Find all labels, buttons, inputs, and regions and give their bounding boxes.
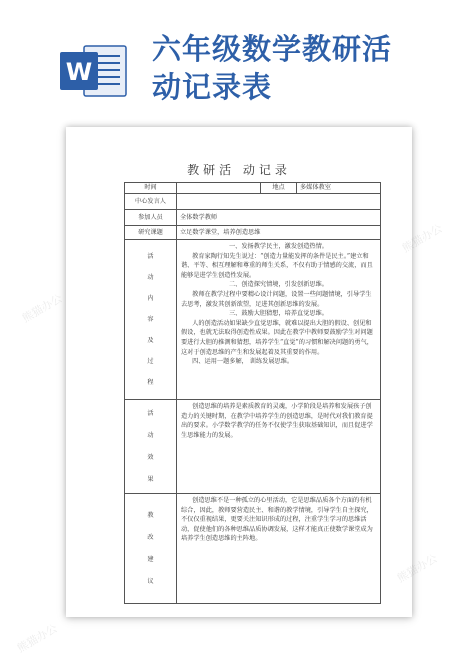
process-label: 活 动 内 容 及 过 程	[125, 240, 177, 400]
effect-label: 活 动 效 果	[125, 400, 177, 494]
place-value: 多媒体教室	[297, 183, 381, 194]
speaker-label: 中心发言人	[125, 194, 177, 210]
participants-value: 全体数学教师	[177, 210, 381, 226]
record-title: 教研活 动记录	[187, 163, 291, 177]
process-paragraph-2: 教师在教学过程中要精心设计问题，设置一些问题情境，引导学生去思考，激发其创新欲望，足进其创新思维的发展。	[181, 290, 372, 308]
time-value	[177, 183, 261, 194]
document-title: 六年级数学教研活 动记录表	[152, 32, 393, 104]
speaker-value	[177, 194, 381, 210]
suggestion-text: 创造思维不是一种孤立的心里活动，它是思维品质各个方面的有机综合，因此，教师要营造民主、和谐的教学情境，引导学生自主探究，不仅仅重视结果，更要关注知识形成的过程，注重学生学习的思维活动，促使他们的各种思维品质协调发展，这样才能真正使数学课堂成为培养学生创造思维的主阵地。	[181, 497, 373, 543]
time-label: 时间	[125, 183, 177, 194]
word-logo-letter: W	[65, 58, 93, 86]
process-heading-2: 二、创造探究情境，引发创新思维。	[229, 281, 328, 289]
process-paragraph-1: 教育家陶行知先生说过：“创造力量能发挥的条件是民主。”建立和谐、平等、相互理解和尊重的师生关系，不仅有助于情感的交流，而且能够是进学生创造性发展。	[181, 252, 373, 279]
watermark: 熊猫办公	[14, 621, 60, 656]
record-table	[124, 182, 381, 604]
process-heading-3: 三、鼓励大胆猜想，培养直觉思维。	[229, 310, 328, 318]
suggestion-label: 教 改 建 议	[125, 494, 177, 604]
place-label: 地点	[261, 183, 297, 194]
watermark: 熊猫办公	[399, 221, 445, 256]
effect-content	[177, 400, 381, 494]
topic-label: 研究课题	[125, 226, 177, 240]
watermark: 熊猫办公	[394, 551, 440, 586]
suggestion-content	[177, 494, 381, 604]
process-heading-4: 四、运用一题多解， 训练发展思维。	[192, 358, 294, 366]
process-content	[177, 240, 381, 400]
participants-label: 参加人员	[125, 210, 177, 226]
word-icon	[58, 42, 130, 100]
process-paragraph-3: 人的创造活动如果缺少直觉思维，就难以提出大胆的假设、创见和假设，也就无法取得创造性成果。因此在教学中教师要鼓励学生对问题要进行大胆的推测和猜想，培养学生“直觉”的习惯和解决问题的勇气，这对于创造思维的产生和发展起着及其重要的作用。	[181, 319, 373, 356]
page-header	[0, 0, 474, 120]
effect-text: 创造思维的培养是素质教育的灵魂，小学阶段是培养和发展孩子创造力的关键时期，在教学中培养学生的创造思维，是时代对我们教育提出的要求。小学数学教学的任务不仅使学生获取基础知识，而且促进学生思维能力的发展。	[181, 403, 373, 439]
watermark: 熊猫办公	[19, 291, 65, 326]
document-page	[66, 127, 412, 617]
process-heading-1: 一、发扬教学民主，激发创造热情。	[229, 243, 328, 250]
topic-value: 立足数学课堂，培养创造思维	[177, 226, 381, 240]
